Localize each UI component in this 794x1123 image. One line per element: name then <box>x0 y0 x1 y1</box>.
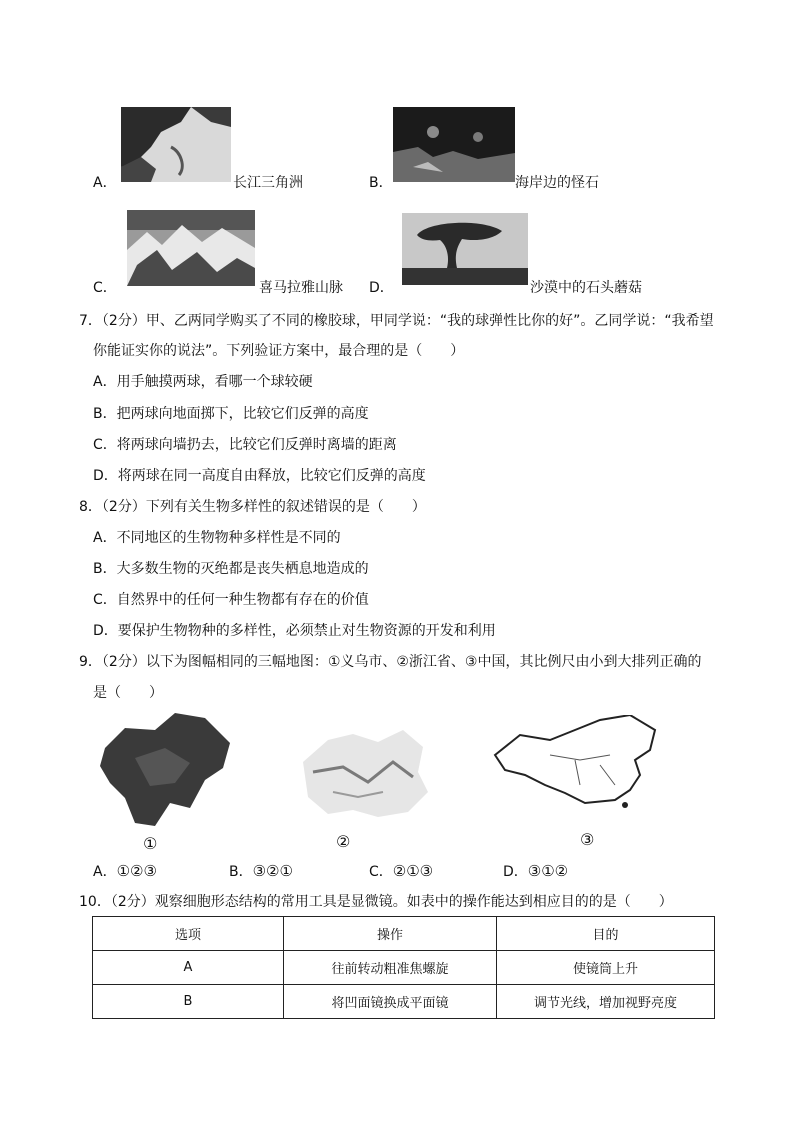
table-row <box>93 985 715 1019</box>
question-stem: 是（ ） <box>93 685 163 701</box>
option-letter: D． <box>369 280 394 296</box>
mushroom-rock-photo <box>402 213 528 285</box>
table-cell: 调节光线，增加视野亮度 <box>497 985 715 1019</box>
photo-image <box>402 213 528 285</box>
option-caption: 喜马拉雅山脉 <box>259 280 343 296</box>
option-d: D．要保护生物物种的多样性，必须禁止对生物资源的开发和利用 <box>93 623 496 639</box>
option-letter: B． <box>369 175 393 191</box>
option-a: A．不同地区的生物物种多样性是不同的 <box>93 530 341 546</box>
table-row <box>93 951 715 985</box>
china-map <box>490 715 665 815</box>
map-label-2: ② <box>336 832 351 851</box>
option-b: B．把两球向地面掷下，比较它们反弹的高度 <box>93 406 369 422</box>
option-b: B．大多数生物的灭绝都是丧失栖息地造成的 <box>93 561 369 577</box>
option-caption: 沙漠中的石头蘑菇 <box>530 280 642 296</box>
table-cell: 往前转动粗准焦螺旋 <box>284 951 497 985</box>
himalaya-photo <box>127 210 255 286</box>
map-image <box>95 708 235 828</box>
option-d: D．将两球在同一高度自由释放，比较它们反弹的高度 <box>93 468 426 484</box>
option-a: A．用手触摸两球，看哪一个球较硬 <box>93 374 313 390</box>
option-c: C．将两球向墙扔去，比较它们反弹时离墙的距离 <box>93 437 397 453</box>
table-header-row <box>93 917 715 951</box>
coastal-rocks-photo <box>393 107 515 182</box>
map-image <box>490 715 665 815</box>
table-header: 选项 <box>93 917 284 951</box>
operations-table <box>92 916 715 1019</box>
question-stem: 7．（2分）甲、乙两同学购买了不同的橡胶球，甲同学说：“我的球弹性比你的好”。乙同学说：“我希望 <box>79 313 714 329</box>
option-caption: 海岸边的怪石 <box>515 175 599 191</box>
table-cell: 将凹面镜换成平面镜 <box>284 985 497 1019</box>
option-b: B．③②① <box>229 862 293 880</box>
option-c: C．②①③ <box>369 862 434 880</box>
table-header: 操作 <box>284 917 497 951</box>
photo-image <box>121 107 231 182</box>
option-a: A．①②③ <box>93 862 157 880</box>
table-cell: A <box>93 951 284 985</box>
option-c: C．自然界中的任何一种生物都有存在的价值 <box>93 592 369 608</box>
photo-image <box>127 210 255 286</box>
yangtze-delta-photo <box>121 107 231 182</box>
map-label-3: ③ <box>580 830 595 849</box>
table-cell: 使镜筒上升 <box>497 951 715 985</box>
table-cell: B <box>93 985 284 1019</box>
option-letter: C． <box>93 280 117 296</box>
zhejiang-map <box>293 722 433 822</box>
map-label-1: ① <box>143 834 158 853</box>
table-header: 目的 <box>497 917 715 951</box>
option-d: D．③①② <box>503 862 569 880</box>
question-stem: 8．（2分）下列有关生物多样性的叙述错误的是（ ） <box>79 499 426 515</box>
option-caption: 长江三角洲 <box>233 175 303 191</box>
photo-image <box>393 107 515 182</box>
option-letter: A． <box>93 175 117 191</box>
question-stem: 你能证实你的说法”。下列验证方案中，最合理的是（ ） <box>93 343 465 359</box>
map-image <box>293 722 433 822</box>
yiwu-map <box>95 708 235 828</box>
question-stem: 9．（2分）以下为图幅相同的三幅地图：①义乌市、②浙江省、③中国，其比例尺由小到大排列正确的 <box>79 654 702 670</box>
question-10-stem: 10．（2分）观察细胞形态结构的常用工具是显微镜。如表中的操作能达到相应目的的是（ ） <box>79 894 673 910</box>
